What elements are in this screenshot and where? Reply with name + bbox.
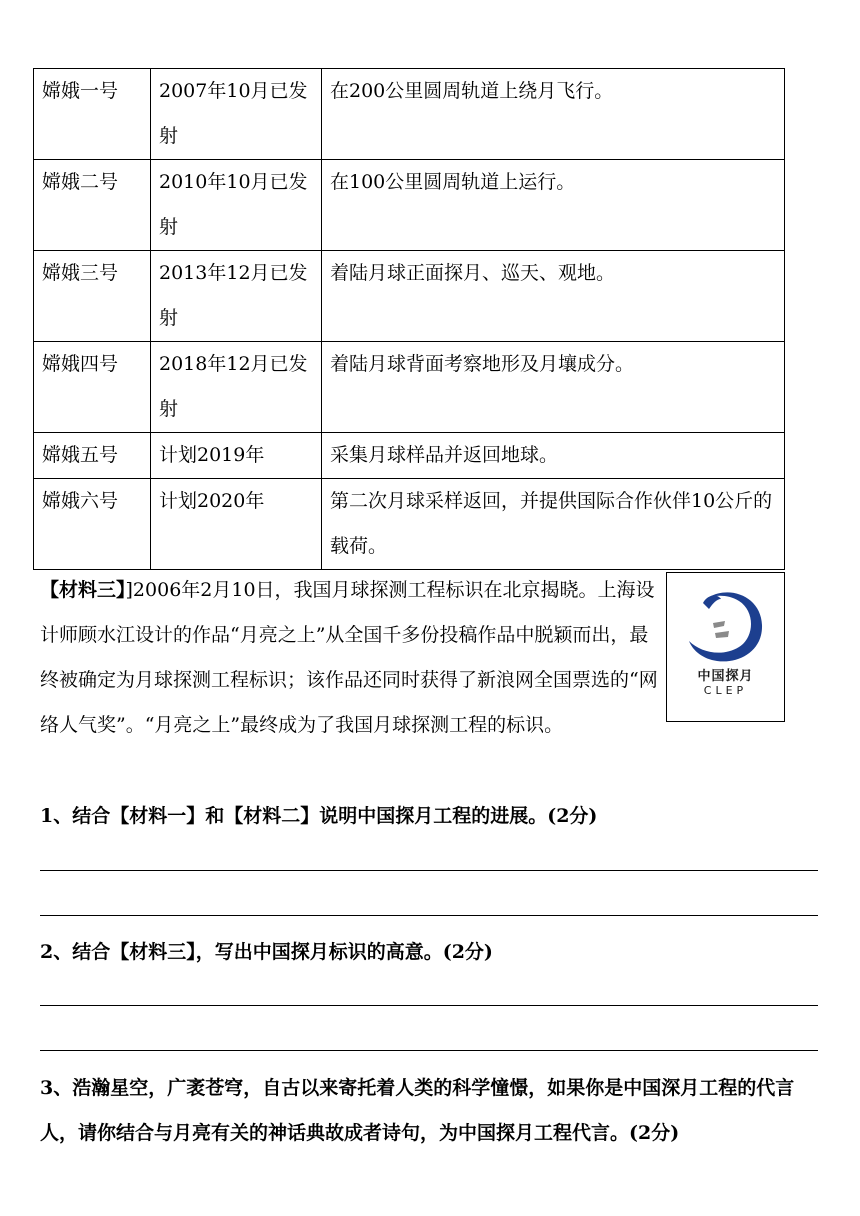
- mission-status: 计划2020年: [151, 479, 322, 570]
- answer-line[interactable]: [40, 915, 818, 916]
- material-three-label: 【材料三】: [40, 579, 126, 601]
- answer-line[interactable]: [40, 1005, 818, 1006]
- answer-line[interactable]: [40, 870, 818, 871]
- mission-description: 着陆月球背面考察地形及月壤成分。: [322, 342, 785, 433]
- question-2: 2、结合【材料三】，写出中国探月标识的高意。(2分): [40, 941, 493, 963]
- table-row: [34, 342, 785, 433]
- material-three-paragraph: [40, 568, 660, 748]
- table-row: [34, 69, 785, 160]
- mission-description: 采集月球样品并返回地球。: [322, 433, 785, 479]
- chang-e-mission-table: [33, 68, 785, 570]
- mission-description: 第二次月球采样返回，并提供国际合作伙伴10公斤的载荷。: [322, 479, 785, 570]
- mission-name: 嫦娥一号: [34, 69, 151, 160]
- material-three-text: ]2006年2月10日，我国月球探测工程标识在北京揭晓。上海设计师顾水江设计的作品“月亮之上”从全国千多份投稿作品中脱颖而出，最终被确定为月球探测工程标识；该作品还同时获得了新浪网全国票选的“网络人气奖”。“月亮之上”最终成为了我国月球探测工程的标识。: [40, 579, 658, 736]
- table-row: [34, 251, 785, 342]
- mission-description: 在100公里圆周轨道上运行。: [322, 160, 785, 251]
- mission-name: 嫦娥四号: [34, 342, 151, 433]
- mission-name: 嫦娥三号: [34, 251, 151, 342]
- mission-status: 2018年12月已发射: [151, 342, 322, 433]
- mission-name: 嫦娥六号: [34, 479, 151, 570]
- moon-ring-icon: [683, 581, 769, 667]
- table-row: [34, 433, 785, 479]
- mission-name: 嫦娥二号: [34, 160, 151, 251]
- question-1: 1、结合【材料一】和【材料二】说明中国探月工程的进展。(2分): [40, 805, 598, 827]
- mission-status: 计划2019年: [151, 433, 322, 479]
- answer-line[interactable]: [40, 1050, 818, 1051]
- question-3: 3、浩瀚星空，广袤苍穹，自古以来寄托着人类的科学憧憬，如果你是中国深月工程的代言人，请你结合与月亮有关的神话典故成者诗句，为中国探月工程代言。(2分): [40, 1077, 795, 1144]
- mission-name: 嫦娥五号: [34, 433, 151, 479]
- clep-logo: [666, 572, 785, 722]
- mission-status: 2010年10月已发射: [151, 160, 322, 251]
- mission-status: 2007年10月已发射: [151, 69, 322, 160]
- table-row: [34, 160, 785, 251]
- mission-description: 着陆月球正面探月、巡天、观地。: [322, 251, 785, 342]
- mission-status: 2013年12月已发射: [151, 251, 322, 342]
- mission-description: 在200公里圆周轨道上绕月飞行。: [322, 69, 785, 160]
- logo-chinese-text: 中国探月: [697, 669, 754, 684]
- logo-english-text: CLEP: [703, 684, 748, 697]
- table-row: [34, 479, 785, 570]
